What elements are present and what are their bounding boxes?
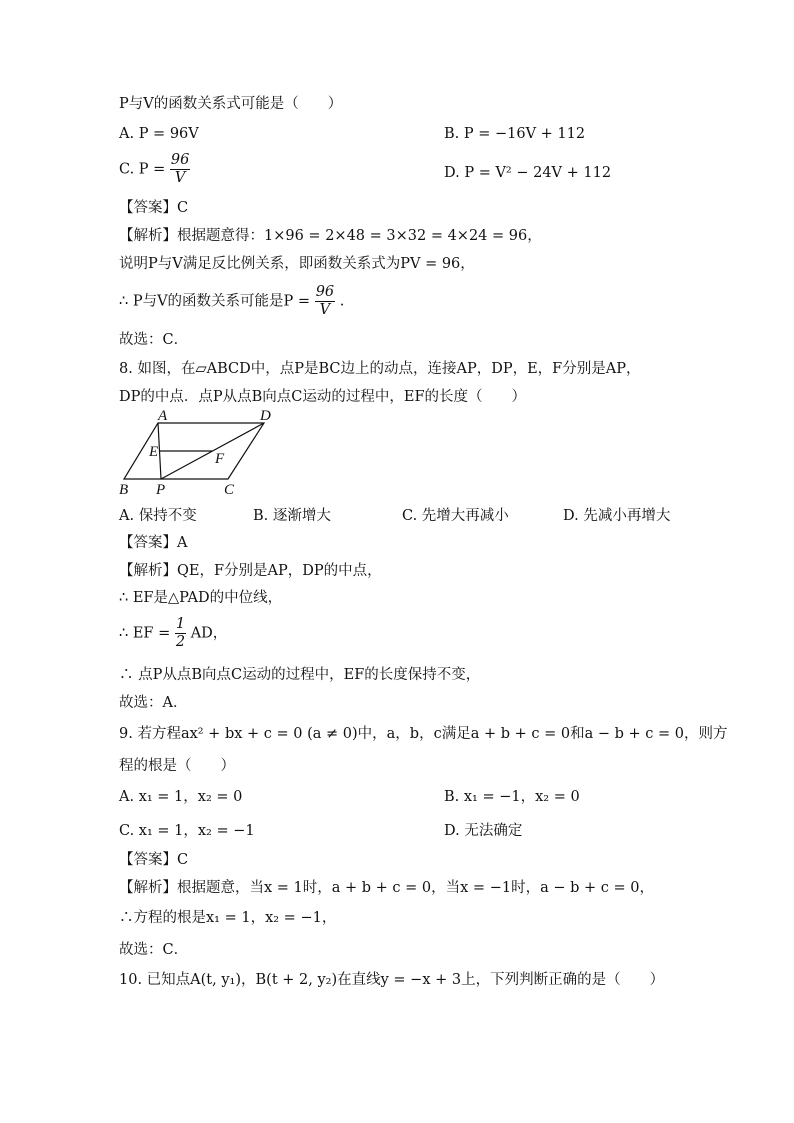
q8-answer: 【答案】A xyxy=(119,535,188,551)
q9-analysis-2: ∴方程的根是x₁ = 1，x₂ = −1， xyxy=(119,910,337,926)
q9-option-a: A. x₁ = 1，x₂ = 0 xyxy=(119,789,243,805)
q8-option-b: B. 逐渐增大 xyxy=(253,508,331,524)
q7-analysis-3-numerator: 96 xyxy=(315,284,335,300)
q8-option-d: D. 先减小再增大 xyxy=(563,508,671,524)
q7-analysis-3-period: . xyxy=(339,293,345,310)
label-a: A xyxy=(158,410,168,424)
q7-option-c-fraction xyxy=(170,152,190,187)
q7-option-c-label: C. P = xyxy=(119,161,166,178)
q9-stem-2: 程的根是（ ） xyxy=(119,758,235,774)
q7-option-c-denominator: V xyxy=(174,170,186,186)
q8-analysis-3-denominator: 2 xyxy=(175,634,186,650)
label-b: B xyxy=(119,482,129,498)
q9-stem-1: 9. 若方程ax² + bx + c = 0 (a ≠ 0)中，a，b，c满足a + b + c = 0和a − b + c = 0，则方 xyxy=(119,726,728,742)
q8-analysis-2: ∴ EF是△PAD的中位线， xyxy=(119,590,283,606)
q7-analysis-3-text: ∴ P与V的函数关系可能是P = xyxy=(119,293,311,310)
parallelogram-figure xyxy=(114,410,304,500)
label-f: F xyxy=(215,451,225,467)
q8-analysis-3-text: ∴ EF = xyxy=(119,625,171,642)
q8-analysis-1: 【解析】QE，F分别是AP，DP的中点， xyxy=(119,563,382,579)
q7-analysis-3 xyxy=(119,284,344,319)
q7-option-d: D. P = V² − 24V + 112 xyxy=(444,165,612,181)
q8-analysis-3-tail: AD， xyxy=(190,625,228,642)
q7-analysis-2: 说明P与V满足反比例关系，即函数关系式为PV = 96， xyxy=(119,256,475,272)
q8-analysis-3 xyxy=(119,616,227,651)
q9-option-d: D. 无法确定 xyxy=(444,823,523,839)
q9-option-c: C. x₁ = 1，x₂ = −1 xyxy=(119,823,255,839)
q8-analysis-3-fraction xyxy=(175,616,186,651)
q7-option-a: A. P = 96V xyxy=(119,126,199,142)
q8-option-a: A. 保持不变 xyxy=(119,508,197,524)
label-c: C xyxy=(224,482,235,498)
q8-choose: 故选：A． xyxy=(119,695,188,711)
q10-stem: 10. 已知点A(t, y₁)，B(t + 2, y₂)在直线y = −x + 3上，下列判断正确的是（ ） xyxy=(119,972,665,988)
q7-choose: 故选：C． xyxy=(119,332,189,348)
q7-analysis-3-denominator: V xyxy=(319,302,331,318)
q7-option-c xyxy=(119,152,190,187)
q9-answer: 【答案】C xyxy=(119,852,189,868)
q7-stem: P与V的函数关系式可能是（ ） xyxy=(119,96,343,112)
q7-answer: 【答案】C xyxy=(119,200,189,216)
label-p: P xyxy=(156,482,166,498)
q8-stem-2: DP的中点．点P从点B向点C运动的过程中，EF的长度（ ） xyxy=(119,389,527,405)
q9-option-b: B. x₁ = −1，x₂ = 0 xyxy=(444,789,580,805)
q7-option-b: B. P = −16V + 112 xyxy=(444,126,586,142)
q8-analysis-3-numerator: 1 xyxy=(175,616,186,632)
q8-stem-1: 8. 如图，在▱ABCD中，点P是BC边上的动点，连接AP，DP，E，F分别是AP， xyxy=(119,361,641,377)
q9-analysis-1: 【解析】根据题意，当x = 1时，a + b + c = 0，当x = −1时，a − b + c = 0， xyxy=(119,880,654,896)
label-d: D xyxy=(260,410,271,424)
q9-choose: 故选：C． xyxy=(119,942,189,958)
q8-option-c: C. 先增大再减小 xyxy=(402,508,509,524)
q7-analysis-3-fraction xyxy=(315,284,335,319)
q8-analysis-4: ∴ 点P从点B向点C运动的过程中，EF的长度保持不变， xyxy=(119,667,481,683)
q7-option-c-numerator: 96 xyxy=(170,152,190,168)
label-e: E xyxy=(149,444,159,460)
q7-analysis-1: 【解析】根据题意得：1×96 = 2×48 = 3×32 = 4×24 = 96， xyxy=(119,228,542,244)
